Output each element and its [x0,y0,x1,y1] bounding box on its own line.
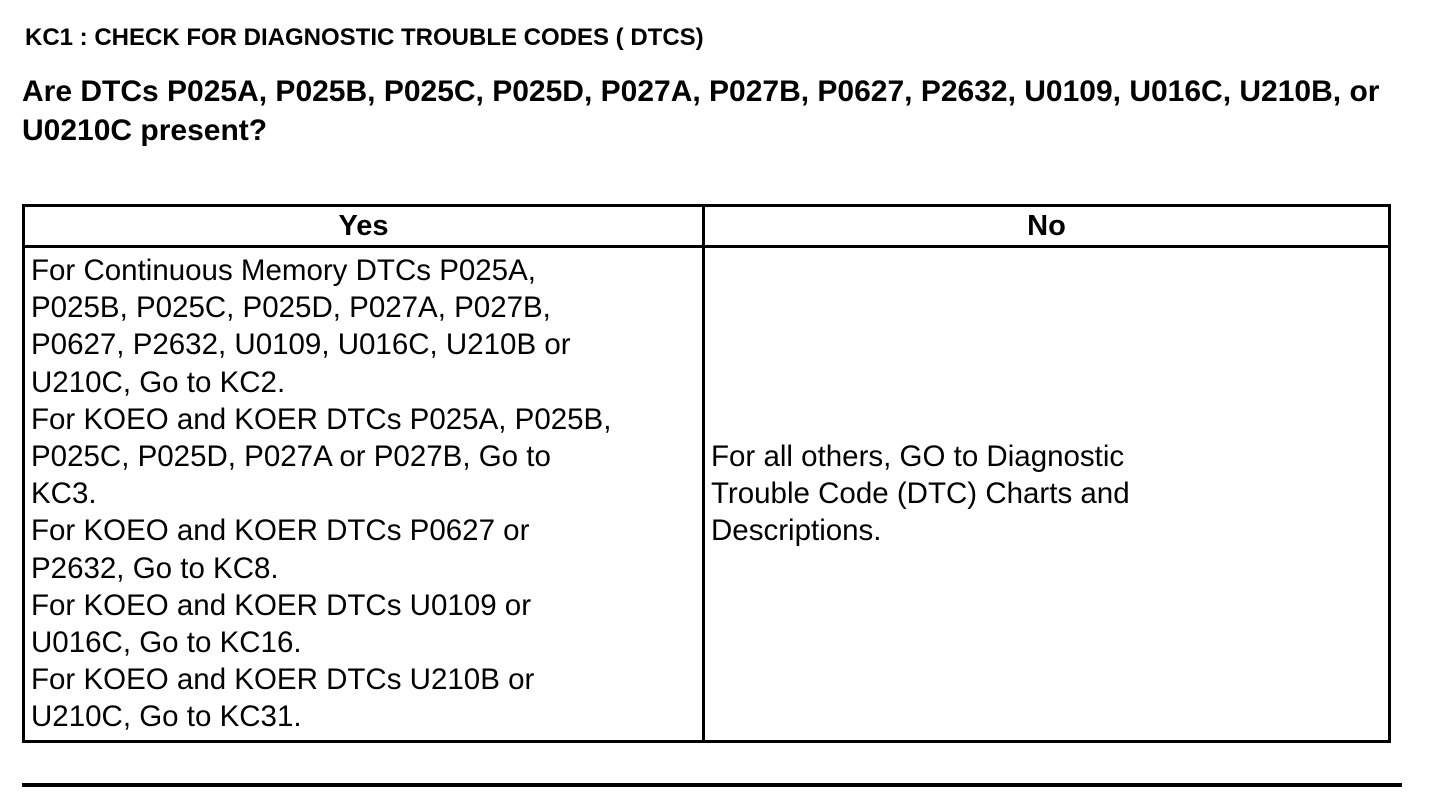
yes-line: P025C, P025D, P027A or P027B, Go to [31,440,551,474]
table-header-row [24,206,1390,247]
decision-table [22,204,1391,743]
step-title: KC1 : CHECK FOR DIAGNOSTIC TROUBLE CODES ( DTCS) [25,24,704,51]
no-column-header: No [704,206,1390,247]
yes-line: For Continuous Memory DTCs P025A, [31,254,536,287]
yes-line: For KOEO and KOER DTCs U0109 or [31,588,532,622]
yes-line: P0627, P2632, U0109, U016C, U210B or [31,328,571,362]
yes-column-header: Yes [24,206,704,247]
question-text: Are DTCs P025A, P025B, P025C, P025D, P027A, P027B, P0627, P2632, U0109, U016C, U210B, or U0210C present? [22,75,1380,147]
no-cell [704,247,1390,742]
yes-line: U210C, Go to KC2. [31,365,286,399]
yes-line: KC3. [31,477,97,511]
yes-line: U016C, Go to KC16. [31,626,302,660]
yes-line: For KOEO and KOER DTCs P0627 or [31,514,530,548]
no-cell-text: For all others, GO to Diagnostic Trouble Code (DTC) Charts and Descriptions. [711,440,1130,548]
yes-line: P025B, P025C, P025D, P027A, P027B, [31,291,551,325]
yes-line: For KOEO and KOER DTCs P025A, P025B, [31,402,612,436]
yes-line: For KOEO and KOER DTCs U210B or [31,663,535,697]
table-row [24,247,1390,742]
yes-line: P2632, Go to KC8. [31,551,279,585]
bottom-divider [22,783,1402,787]
yes-cell [24,247,704,742]
yes-line: U210C, Go to KC31. [31,700,302,734]
